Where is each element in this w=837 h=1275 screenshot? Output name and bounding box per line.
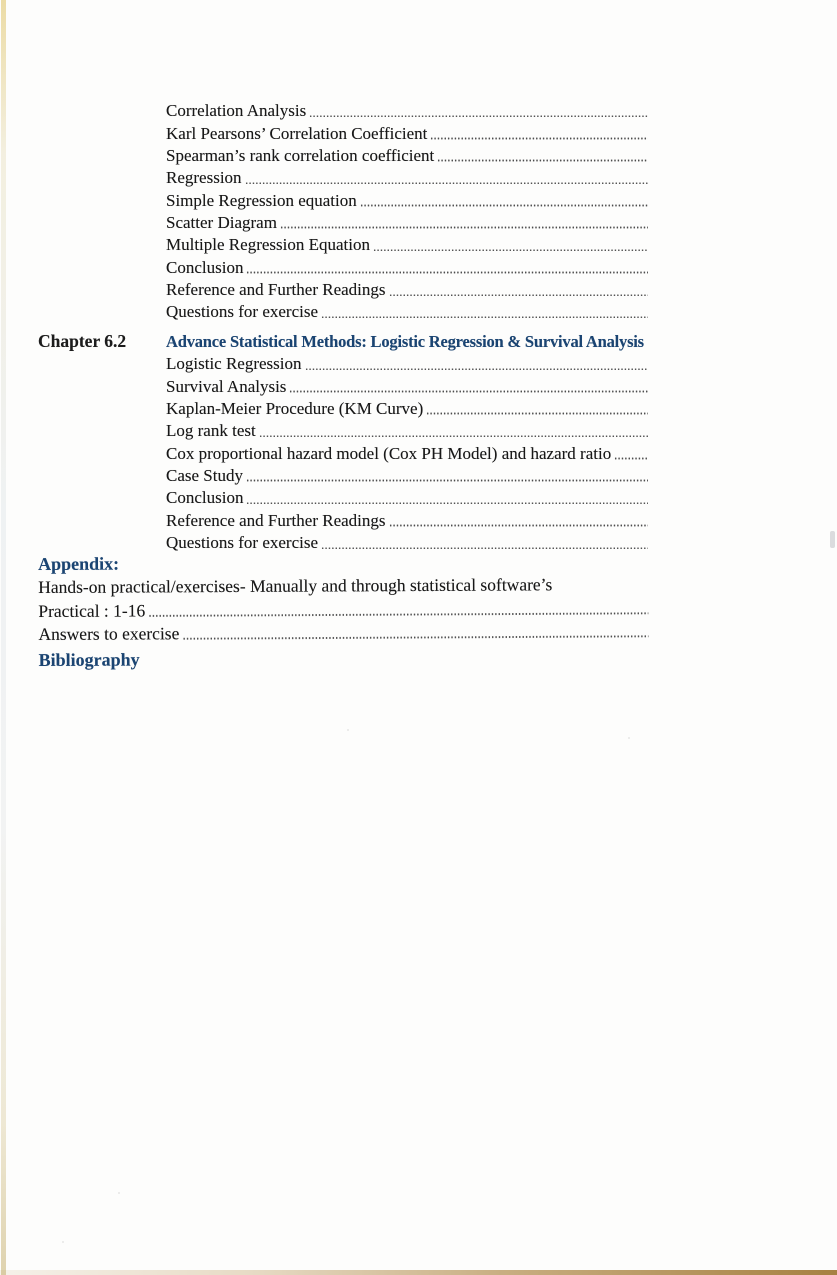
toc-entry-label: Scatter Diagram [166,213,277,233]
toc-entry-label: Simple Regression equation [166,190,357,210]
dotted-leader [614,457,648,460]
toc-entry-conclusion-2 [166,486,648,508]
dotted-leader [389,294,649,297]
dotted-leader [437,159,648,162]
toc-entry-conclusion-1 [166,255,648,277]
toc-entry-references-2 [166,508,648,530]
toc-entry-questions-1 [166,300,648,322]
dotted-leader [259,435,648,438]
dotted-leader [389,524,649,527]
dotted-leader [289,390,648,393]
dotted-leader [360,204,648,207]
toc-entry-label: Multiple Regression Equation [166,235,370,255]
dotted-leader [246,271,648,274]
dotted-leader [430,137,648,140]
chapter-6-2-heading [38,328,648,352]
scan-edge-bottom [0,1270,837,1275]
scan-speck [347,729,349,731]
scan-speck [62,1241,64,1243]
toc-entry-label: Correlation Analysis [166,101,307,121]
toc-entry-label: Logistic Regression [166,354,302,374]
toc-entry-log-rank-test [166,419,648,441]
toc-entry-label: Conclusion [166,257,244,277]
toc-entry-cox-model [166,441,648,463]
toc-entry-label: Kaplan-Meier Procedure (KM Curve) [166,398,424,418]
toc-entry-survival-analysis [166,374,648,396]
appendix-description-row [38,571,648,598]
scan-speck [118,1192,120,1194]
dotted-leader [426,412,648,415]
toc-entry-label: Questions for exercise [166,533,319,553]
dotted-leader [246,502,648,505]
toc-entry-spearmans-rank [166,144,648,166]
toc-entry-karl-pearsons [166,121,648,143]
dotted-leader [309,115,648,118]
toc-entry-case-study [166,464,648,486]
appendix-description: Hands-on practical/exercises- Manually and through statistical software’s [38,574,553,597]
dotted-leader [246,479,648,482]
dotted-leader [245,182,648,185]
appendix-heading-row [38,548,648,575]
appendix-answers-label: Answers to exercise [38,623,180,644]
scan-speck [628,737,630,739]
toc-entry-label: Survival Analysis [166,376,287,396]
appendix-answers-row [38,618,648,645]
appendix-practical-label: Practical : 1-16 [38,599,146,621]
scan-edge-left [1,0,6,1275]
toc-entry-label: Karl Pearsons’ Correlation Coefficient [166,123,428,143]
toc-entry-scatter-diagram [166,211,648,233]
bibliography-heading: Bibliography [38,649,140,670]
toc-entry-correlation-analysis [166,99,648,121]
toc-entry-kaplan-meier [166,397,648,419]
scan-artifact-right [830,531,835,548]
appendix-heading: Appendix: [38,553,120,574]
appendix-section [38,548,649,671]
toc-entry-label: Reference and Further Readings [166,510,386,530]
toc-entry-references-1 [166,278,648,300]
appendix-practical-row [38,595,648,622]
chapter-title: Advance Statistical Methods: Logistic Regression & Survival Analysis [166,332,644,351]
dotted-leader [182,635,648,640]
toc-entry-multiple-regression [166,233,648,255]
dotted-leader [321,316,648,319]
dotted-leader [148,612,648,617]
dotted-leader [280,226,648,229]
bibliography-row [39,644,649,671]
toc-entry-label: Log rank test [166,421,256,441]
toc-entry-label: Spearman’s rank correlation coefficient [166,145,435,165]
dotted-leader [305,368,648,371]
toc-entry-label: Reference and Further Readings [166,280,386,300]
dotted-leader [373,249,648,252]
chapter-number: Chapter 6.2 [38,331,127,351]
toc-entry-label: Regression [166,168,242,188]
toc-entry-simple-regression [166,188,648,210]
toc-entry-logistic-regression [166,352,648,374]
toc-entry-label: Conclusion [166,488,244,508]
toc-entry-regression [166,166,648,188]
toc-section-1 [166,99,648,322]
toc-entry-label: Questions for exercise [166,302,319,322]
toc-entry-label: Cox proportional hazard model (Cox PH Model) and hazard ratio [166,443,612,463]
toc-section-2 [166,352,648,553]
toc-entry-label: Case Study [166,466,243,486]
